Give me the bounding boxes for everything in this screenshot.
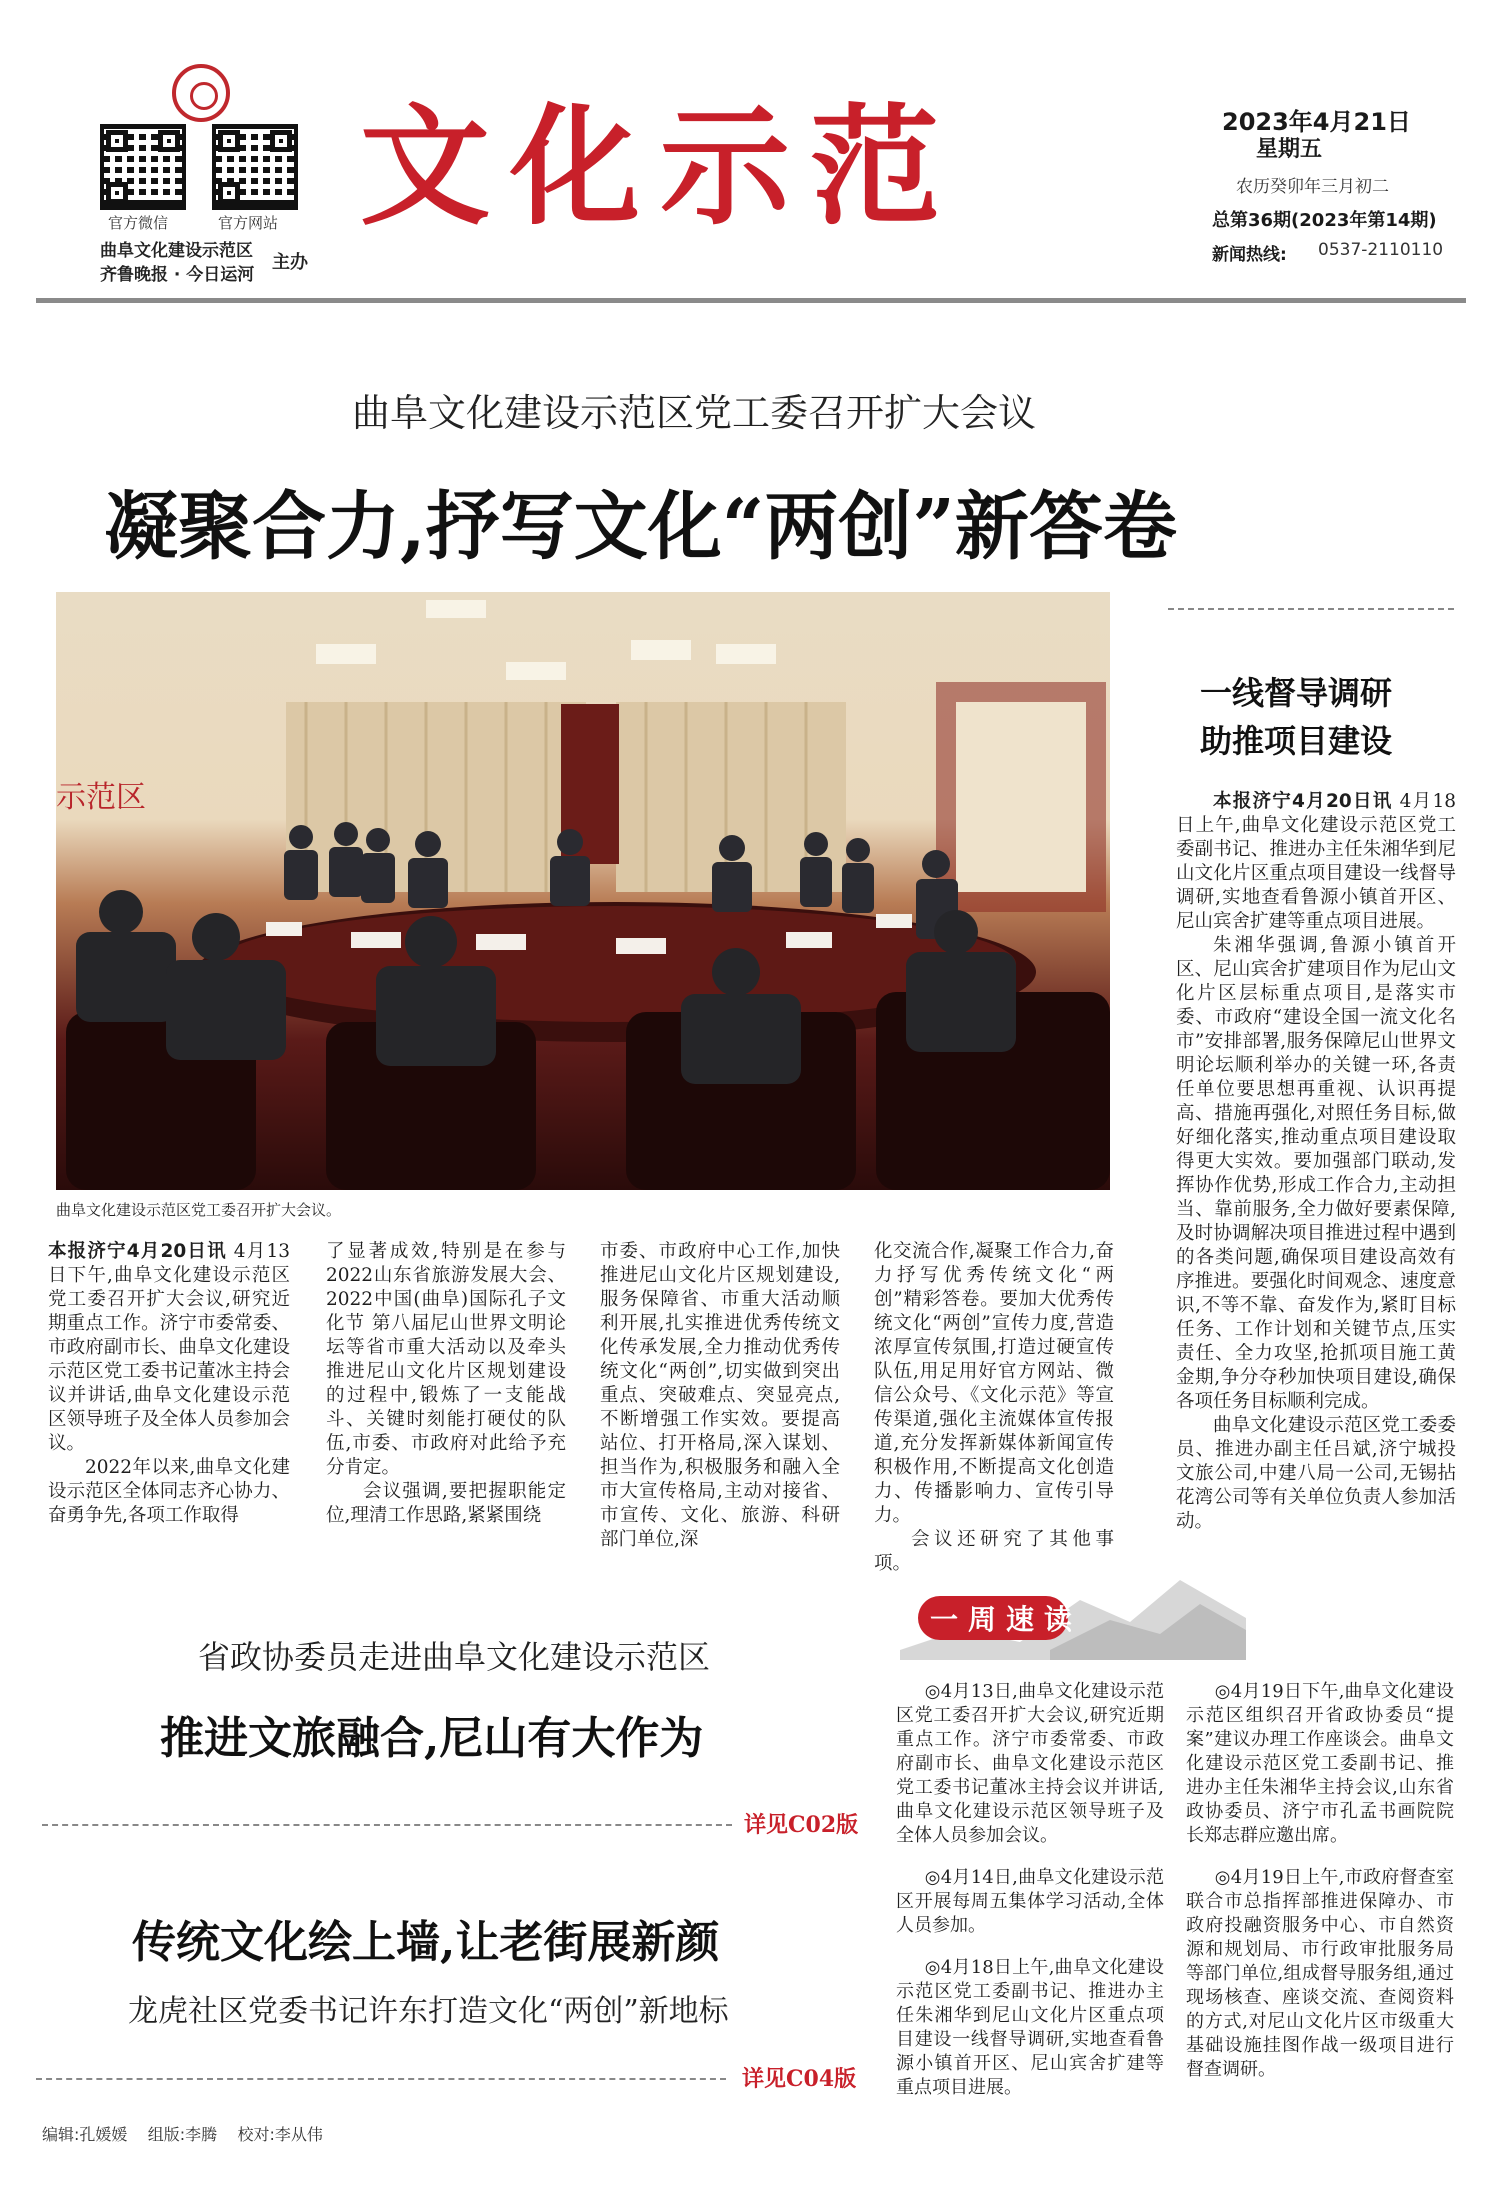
week-brief-left-column bbox=[896, 1680, 1164, 2118]
masthead-divider bbox=[36, 298, 1466, 303]
side-story-body bbox=[1176, 790, 1456, 1534]
teaser-1-kicker: 省政协委员走进曲阜文化建设示范区 bbox=[198, 1638, 711, 1676]
side-paragraph-2: 朱湘华强调,鲁源小镇首开区、尼山宾舍扩建项目作为尼山文化片区层标重点项目,是落实市委、市政府“建设全国一流文化名市”安排部署,服务保障尼山世界文明论坛顺利举办的关键一环,各责任单位要思想再重视、认识再提高、措施再强化,对照任务目标,做好细化落实,推动重点项目建设取得更大实效。要加强部门联动,发挥协作优势,形成工作合力,主动担当、靠前服务,全力做好要素保障,及时协调解决项目推进过程中遇到的各类问题,确保项目建设高效有序推进。要强化时间观念、速度意识,不等不靠、奋发作为,紧盯目标任务、工作计划和关键节点,压实责任、全力攻坚,抢抓项目施工黄金期,争分夺秒加快项目建设,确保各项任务目标顺利完成。 bbox=[1176, 935, 1456, 1412]
wechat-qr-code[interactable] bbox=[100, 124, 186, 210]
side-story-divider bbox=[1168, 608, 1454, 610]
meeting-photo bbox=[56, 592, 1110, 1190]
sponsor-line-1: 曲阜文化建设示范区 bbox=[100, 241, 253, 261]
lead-column-3 bbox=[600, 1240, 840, 1552]
lead-paragraph-5: 市委、市政府中心工作,加快推进尼山文化片区规划建设,服务保障省、市重大活动顺利开展,扎实推进优秀传统文化传承发展,全力推动优秀传统文化“两创”,切实做到突出重点、突破难点、突显亮点,不断增强工作实效。要提高站位、打开格局,深入谋划、担当作为,积极服务和融入全市大宣传格局,主动对接省、市宣传、文化、旅游、科研部门单位,深 bbox=[600, 1241, 840, 1550]
lead-paragraph-2: 2022年以来,曲阜文化建设示范区全体同志齐心协力、奋勇争先,各项工作取得 bbox=[48, 1457, 290, 1526]
hotline-label: 新闻热线: bbox=[1212, 245, 1287, 265]
editor-credit: 编辑:孔媛媛 bbox=[42, 2125, 128, 2144]
teaser-2-headline[interactable]: 传统文化绘上墙,让老街展新颜 bbox=[132, 1917, 720, 1968]
newspaper-title: 文化示范 bbox=[360, 90, 961, 243]
lead-paragraph-1: 本报济宁4月20日讯 4月13日下午,曲阜文化建设示范区党工委召开扩大会议,研究近期重点工作。济宁市委常委、市政府副市长、曲阜文化建设示范区党工委书记董冰主持会议并讲话,曲阜文化建设示范区领导班子及全体人员参加会议。 bbox=[48, 1241, 290, 1454]
lead-headline[interactable]: 凝聚合力,抒写文化“两创”新答卷 bbox=[104, 484, 1177, 570]
side-paragraph-1: 本报济宁4月20日讯 4月18日上午,曲阜文化建设示范区党工委副书记、推进办主任朱湘华到尼山文化片区重点项目建设一线督导调研,实地查看鲁源小镇首开区、尼山宾舍扩建等重点项目进展。 bbox=[1176, 791, 1456, 932]
lunar-date: 农历癸卯年三月初二 bbox=[1236, 177, 1389, 197]
teaser-1-headline[interactable]: 推进文旅融合,尼山有大作为 bbox=[160, 1713, 704, 1764]
website-qr-label: 官方网站 bbox=[218, 214, 279, 232]
sponsor-line-2: 齐鲁晚报 · 今日运河 bbox=[100, 265, 255, 285]
brief-item: ◎4月14日,曲阜文化建设示范区开展每周五集体学习活动,全体人员参加。 bbox=[896, 1867, 1164, 1936]
photo-caption: 曲阜文化建设示范区党工委召开扩大会议。 bbox=[56, 1201, 342, 1219]
page-credits bbox=[42, 2122, 323, 2145]
side-headline-line-2[interactable]: 助推项目建设 bbox=[1200, 722, 1393, 760]
issue-date: 2023年4月21日 bbox=[1222, 108, 1411, 136]
hotline-number: 0537-2110110 bbox=[1318, 240, 1444, 260]
website-qr-code[interactable] bbox=[212, 124, 298, 210]
brief-item: ◎4月18日上午,曲阜文化建设示范区党工委副书记、推进办主任朱湘华到尼山文化片区重点项目建设一线督导调研,实地查看鲁源小镇首开区、尼山宾舍扩建等重点项目进展。 bbox=[896, 1957, 1164, 2098]
side-paragraph-3: 曲阜文化建设示范区党工委委员、推进办副主任吕斌,济宁城投文旅公司,中建八局一公司,无锡拈花湾公司等有关单位负责人参加活动。 bbox=[1176, 1415, 1456, 1532]
week-brief-title: 一周速读 bbox=[930, 1603, 1083, 1636]
week-brief-right-column bbox=[1186, 1680, 1454, 2100]
teaser-2-see-page-link[interactable]: 详见C04版 bbox=[742, 2066, 857, 2092]
layout-credit: 组版:李腾 bbox=[147, 2125, 218, 2144]
issue-number: 总第36期(2023年第14期) bbox=[1212, 210, 1437, 231]
lead-paragraph-4: 会议强调,要把握职能定位,理清工作思路,紧紧围绕 bbox=[326, 1481, 566, 1526]
wechat-qr-label: 官方微信 bbox=[108, 214, 169, 232]
sponsor-role: 主办 bbox=[272, 252, 308, 273]
lead-column-2 bbox=[326, 1240, 566, 1528]
teaser-2-subhead: 龙虎社区党委书记许东打造文化“两创”新地标 bbox=[128, 1994, 729, 2029]
lead-paragraph-7: 会议还研究了其他事项。 bbox=[874, 1529, 1114, 1574]
lead-column-1 bbox=[48, 1240, 290, 1528]
proof-credit: 校对:李从伟 bbox=[237, 2125, 323, 2144]
side-headline-line-1[interactable]: 一线督导调研 bbox=[1200, 674, 1393, 712]
teaser-1-divider bbox=[42, 1824, 732, 1826]
wall-sign-text: 示范区 bbox=[56, 780, 146, 815]
issue-weekday: 星期五 bbox=[1256, 137, 1323, 162]
masthead-seal-icon bbox=[172, 64, 230, 122]
lead-paragraph-3: 了显著成效,特别是在参与2022山东省旅游发展大会、2022中国(曲阜)国际孔子文化节 第八届尼山世界文明论坛等省市重大活动以及牵头推进尼山文化片区规划建设的过程中,锻炼了一支能战斗、关键时刻能打硬仗的队伍,市委、市政府对此给予充分肯定。 bbox=[326, 1241, 566, 1478]
brief-item: ◎4月13日,曲阜文化建设示范区党工委召开扩大会议,研究近期重点工作。济宁市委常委、市政府副市长、曲阜文化建设示范区党工委书记董冰主持会议并讲话,曲阜文化建设示范区领导班子及全体人员参加会议。 bbox=[896, 1681, 1164, 1846]
teaser-2-divider bbox=[36, 2078, 726, 2080]
lead-column-4 bbox=[874, 1240, 1114, 1576]
brief-item: ◎4月19日下午,曲阜文化建设示范区组织召开省政协委员“提案”建议办理工作座谈会。曲阜文化建设示范区党工委副书记、推进办主任朱湘华主持会议,山东省政协委员、济宁市孔孟书画院院长郑志群应邀出席。 bbox=[1186, 1681, 1454, 1846]
lead-paragraph-6: 化交流合作,凝聚工作合力,奋力抒写优秀传统文化“两创”精彩答卷。要加大优秀传统文化“两创”宣传力度,营造浓厚宣传氛围,打造过硬宣传队伍,用足用好官方网站、微信公众号、《文化示范》等宣传渠道,强化主流媒体宣传报道,充分发挥新媒体新闻宣传积极作用,不断提高文化创造力、传播影响力、宣传引导力。 bbox=[874, 1241, 1114, 1526]
lead-kicker: 曲阜文化建设示范区党工委召开扩大会议 bbox=[352, 391, 1037, 435]
teaser-1-see-page-link[interactable]: 详见C02版 bbox=[744, 1812, 859, 1838]
brief-item: ◎4月19日上午,市政府督查室联合市总指挥部推进保障办、市政府投融资服务中心、市自然资源和规划局、市行政审批服务局等部门单位,组成督导服务组,通过现场核查、座谈交流、查阅资料的方式,对尼山文化片区市级重大基础设施挂图作战一级项目进行督查调研。 bbox=[1186, 1867, 1454, 2080]
